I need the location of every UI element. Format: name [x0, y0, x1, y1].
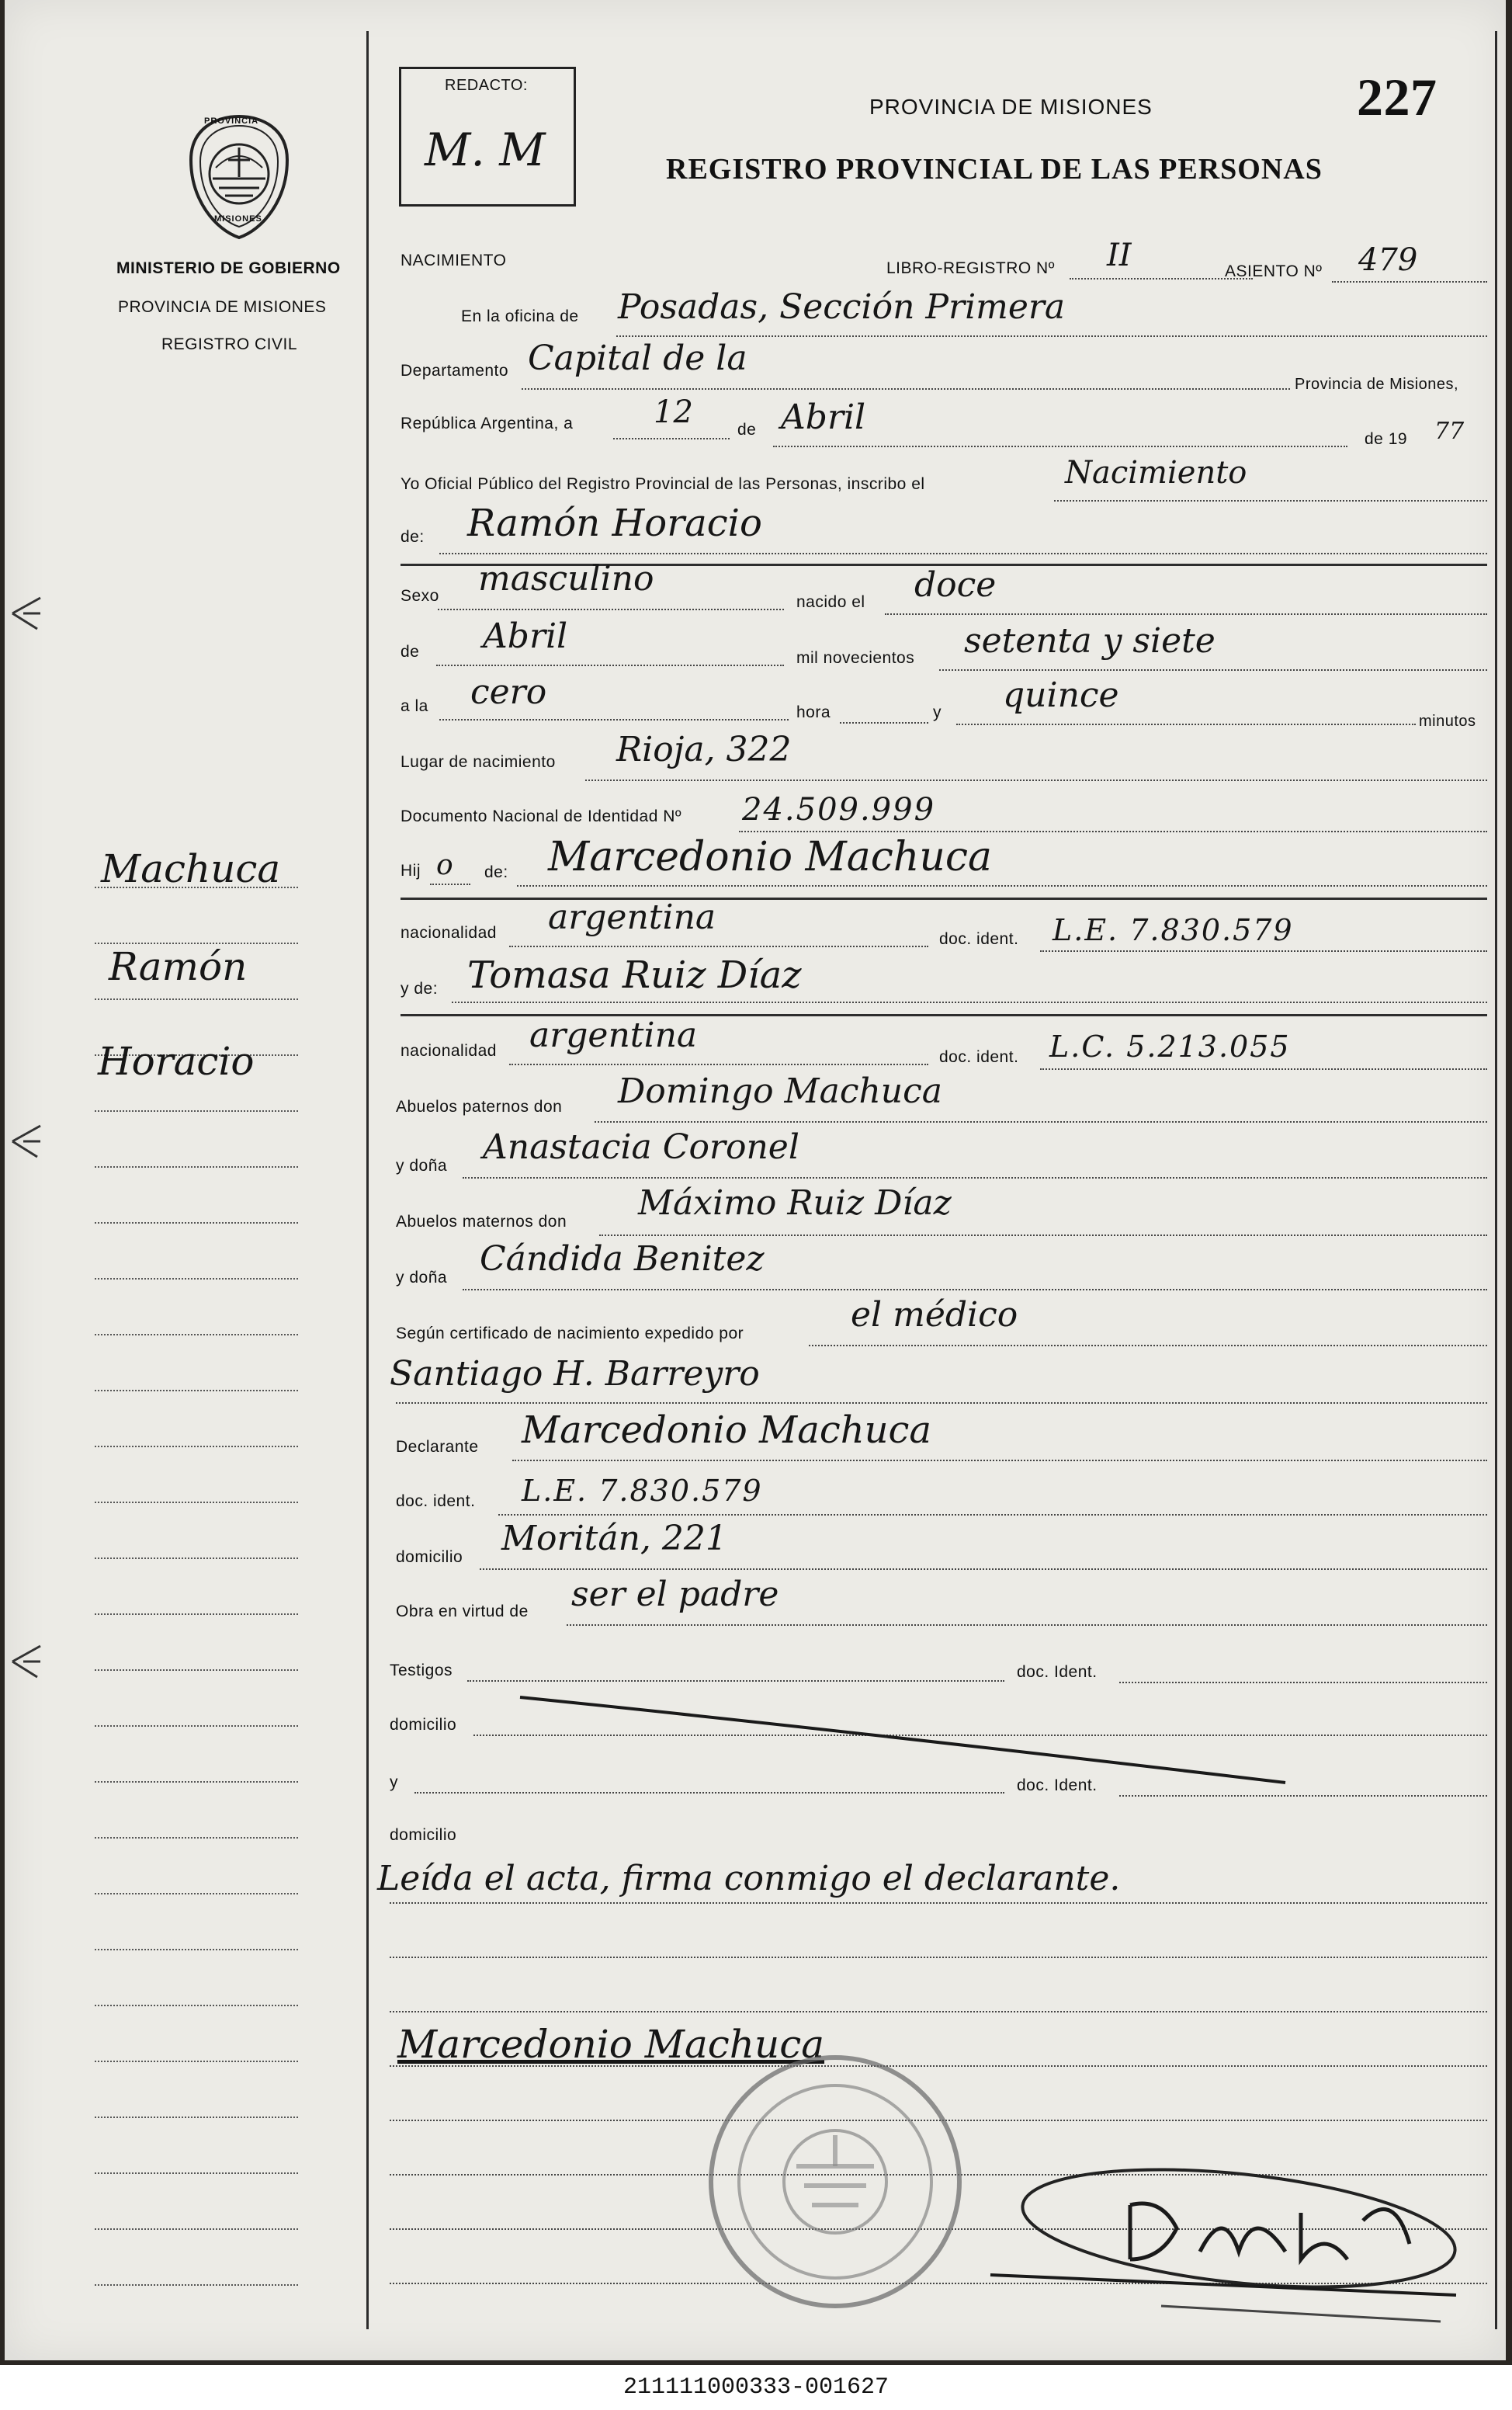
name-value: Ramón Horacio — [467, 502, 762, 545]
medico-line — [396, 1402, 1487, 1404]
testigo-y-label: y — [390, 1773, 398, 1791]
margin-ruled-line — [95, 1446, 298, 1447]
right-border — [1495, 31, 1497, 2329]
obra-line — [567, 1624, 1487, 1626]
province-title: PROVINCIA DE MISIONES — [869, 95, 1153, 119]
segun-line — [809, 1345, 1487, 1346]
margin-ruled-line — [95, 1781, 298, 1783]
declarante-value: Marcedonio Machuca — [522, 1408, 932, 1452]
departamento-line — [522, 388, 1290, 390]
hij-value: o — [436, 849, 453, 881]
redacto-label: REDACTO: — [445, 77, 528, 94]
obra-label: Obra en virtud de — [396, 1603, 529, 1620]
y-label: y — [933, 703, 942, 721]
month-value: Abril — [781, 398, 866, 437]
redacto-initials: M. M — [425, 123, 546, 176]
nacido-label: nacido el — [796, 593, 865, 611]
ab-pat-label: Abuelos paternos don — [396, 1098, 563, 1116]
margin-ruled-line — [95, 1110, 298, 1112]
emblem-text-bottom: MISIONES — [214, 214, 262, 224]
yo-value: Nacimiento — [1065, 455, 1247, 491]
padre-de-label: de: — [484, 863, 508, 881]
padre-line — [517, 885, 1487, 887]
testigos-line — [467, 1680, 1004, 1682]
medico-value: Santiago H. Barreyro — [390, 1354, 760, 1394]
scan-id-footer: 211111000333-001627 — [0, 2365, 1512, 2410]
margin-ruled-line — [95, 998, 298, 1000]
margin-ruled-line — [95, 1949, 298, 1950]
segun-label: Según certificado de nacimiento expedido por — [396, 1325, 744, 1342]
madre-de-label: y de: — [401, 980, 439, 998]
province-label-left: PROVINCIA DE MISIONES — [118, 298, 327, 316]
official-signature — [975, 2158, 1472, 2345]
domicilio-line — [480, 1568, 1487, 1570]
hora-label: hora — [796, 703, 831, 721]
asiento-value: 479 — [1358, 242, 1418, 278]
nac-padre-line — [509, 946, 928, 947]
margin-note-first-name: Ramón — [109, 944, 248, 989]
departamento-label: Departamento — [401, 362, 509, 380]
ab-mat-line — [599, 1235, 1487, 1236]
margin-ruled-line — [95, 1390, 298, 1391]
domicilio-value: Moritán, 221 — [501, 1519, 727, 1558]
madre-value: Tomasa Ruiz Díaz — [467, 953, 802, 997]
margin-ruled-line — [95, 2117, 298, 2118]
hora-after-line — [840, 722, 928, 724]
mes-de-label: de — [401, 643, 420, 661]
margin-ruled-line — [95, 1669, 298, 1671]
ab-mat-dona-line — [463, 1289, 1487, 1290]
minutos-line — [956, 724, 1416, 725]
mil-label: mil novecientos — [796, 649, 915, 667]
margin-note-surname: Machuca — [101, 846, 281, 891]
day-value: 12 — [654, 394, 693, 430]
hora-line — [439, 719, 789, 721]
margin-ruled-line — [95, 2005, 298, 2006]
doc-madre-label: doc. ident. — [939, 1048, 1019, 1066]
registry-label: REGISTRO CIVIL — [161, 335, 298, 353]
ab-mat-value: Máximo Ruiz Díaz — [638, 1183, 952, 1223]
margin-ruled-line — [95, 2061, 298, 2062]
segun-value: el médico — [851, 1295, 1018, 1335]
madre-line — [452, 1002, 1487, 1003]
testigo2-line — [414, 1792, 1004, 1794]
margin-ruled-line — [95, 1893, 298, 1894]
ab-pat-dona-line — [463, 1177, 1487, 1179]
type-label: NACIMIENTO — [401, 252, 507, 269]
registry-title: REGISTRO PROVINCIAL DE LAS PERSONAS — [666, 153, 1323, 186]
binder-tear-icon — [9, 1118, 43, 1165]
sexo-label: Sexo — [401, 587, 439, 605]
declarante-label: Declarante — [396, 1438, 479, 1456]
official-seal-stamp — [703, 2050, 967, 2314]
margin-ruled-line — [95, 1502, 298, 1503]
dni-line — [739, 831, 1487, 832]
emblem-text-top: PROVINCIA — [204, 116, 259, 126]
year-value: 77 — [1434, 418, 1465, 445]
witness-strike-line — [517, 1689, 1293, 1790]
doc-padre-line — [1040, 950, 1487, 952]
binder-tear-icon — [9, 1638, 43, 1685]
nac-padre-label: nacionalidad — [401, 924, 497, 942]
mes-line — [436, 665, 784, 666]
year-label: de 19 — [1365, 430, 1408, 448]
asiento-label: ASIENTO Nº — [1225, 262, 1323, 280]
doc-madre-value: L.C. 5.213.055 — [1049, 1030, 1291, 1064]
yo-label: Yo Oficial Público del Registro Provincial de las Personas, inscribo el — [401, 475, 925, 493]
lugar-label: Lugar de nacimiento — [401, 753, 556, 771]
ab-pat-value: Domingo Machuca — [618, 1071, 943, 1111]
provincia-label: Provincia de Misiones, — [1295, 376, 1459, 393]
month-line — [773, 446, 1347, 447]
dni-label: Documento Nacional de Identidad Nº — [401, 807, 682, 825]
oficina-value: Posadas, Sección Primera — [618, 287, 1066, 327]
ab-pat-dona-label: y doña — [396, 1157, 448, 1175]
nac-madre-value: argentina — [529, 1016, 698, 1055]
declarante-signature: Marcedonio Machuca — [397, 2022, 825, 2067]
padre-value: Marcedonio Machuca — [548, 834, 993, 880]
margin-ruled-line — [95, 1222, 298, 1224]
margin-ruled-line — [95, 1334, 298, 1335]
margin-ruled-line — [95, 1557, 298, 1559]
libro-label: LIBRO-REGISTRO Nº — [886, 259, 1055, 277]
closing-text: Leída el acta, firma conmigo el declarante. — [377, 1859, 1121, 1898]
nacido-line — [885, 613, 1487, 615]
doc-padre-value: L.E. 7.830.579 — [1053, 913, 1294, 947]
page-number: 227 — [1357, 68, 1437, 127]
margin-ruled-line — [95, 1278, 298, 1280]
oficina-label: En la oficina de — [461, 307, 579, 325]
libro-value: II — [1107, 238, 1132, 273]
sexo-line — [438, 609, 784, 610]
document-page — [5, 0, 1506, 2360]
testigo-doc-label: doc. Ident. — [1017, 1663, 1098, 1681]
asiento-line — [1332, 281, 1487, 283]
margin-ruled-line — [95, 1613, 298, 1615]
hij-label: Hij — [401, 862, 421, 880]
margin-note-middle-name: Horacio — [98, 1039, 255, 1084]
day-line — [613, 438, 730, 439]
decl-doc-line — [498, 1514, 1487, 1516]
decl-doc-value: L.E. 7.830.579 — [522, 1474, 763, 1508]
ab-pat-line — [595, 1121, 1487, 1123]
margin-ruled-line — [95, 2172, 298, 2174]
blank-ruled-line — [390, 2011, 1487, 2012]
dni-value: 24.509.999 — [742, 792, 936, 828]
domicilio-label: domicilio — [396, 1548, 463, 1566]
minutos-value: quince — [1003, 675, 1119, 715]
mil-line — [939, 669, 1487, 671]
lugar-value: Rioja, 322 — [616, 730, 792, 769]
hij-line — [430, 884, 470, 885]
blank-ruled-line — [390, 1902, 1487, 1904]
sexo-value: masculino — [478, 559, 654, 599]
binder-tear-icon — [9, 590, 43, 637]
mes-value: Abril — [483, 616, 568, 656]
testigo-doc-line — [1119, 1682, 1487, 1683]
ab-mat-label: Abuelos maternos don — [396, 1213, 567, 1231]
name-line — [439, 553, 1487, 554]
testigo2-doc-line — [1119, 1795, 1487, 1797]
obra-value: ser el padre — [571, 1575, 779, 1614]
oficina-line — [616, 335, 1487, 337]
left-column-divider — [366, 31, 369, 2329]
testigo2-doc-label: doc. Ident. — [1017, 1776, 1098, 1794]
month-de-label: de — [737, 421, 757, 439]
ministry-label: MINISTERIO DE GOBIERNO — [116, 259, 341, 277]
doc-madre-line — [1040, 1068, 1487, 1070]
ab-pat-dona-value: Anastacia Coronel — [483, 1127, 799, 1167]
yo-line — [1054, 500, 1487, 502]
hora-value: cero — [470, 672, 547, 712]
mil-value: setenta y siete — [964, 621, 1215, 661]
margin-ruled-line — [95, 1837, 298, 1839]
margin-ruled-line — [95, 1166, 298, 1168]
margin-ruled-line — [95, 2228, 298, 2230]
testigo-domicilio-label: domicilio — [390, 1716, 457, 1734]
margin-ruled-line — [95, 1725, 298, 1727]
republica-label: República Argentina, a — [401, 415, 574, 432]
name-de-label: de: — [401, 528, 425, 546]
doc-padre-label: doc. ident. — [939, 930, 1019, 948]
redacto-box — [399, 67, 576, 207]
ala-label: a la — [401, 697, 428, 715]
blank-ruled-line — [390, 1957, 1487, 1958]
decl-doc-label: doc. ident. — [396, 1492, 476, 1510]
nacido-value: doce — [914, 565, 997, 605]
minutos-label: minutos — [1419, 713, 1476, 730]
testigo2-domicilio-label: domicilio — [390, 1826, 457, 1844]
testigos-label: Testigos — [390, 1662, 453, 1679]
nac-madre-label: nacionalidad — [401, 1042, 497, 1060]
nac-madre-line — [509, 1064, 928, 1065]
departamento-value: Capital de la — [528, 339, 747, 378]
nac-padre-value: argentina — [548, 898, 716, 937]
ab-mat-dona-label: y doña — [396, 1269, 448, 1287]
margin-ruled-line — [95, 2284, 298, 2286]
declarante-line — [512, 1460, 1487, 1461]
ab-mat-dona-value: Cándida Benitez — [480, 1239, 765, 1279]
lugar-line — [585, 780, 1487, 781]
